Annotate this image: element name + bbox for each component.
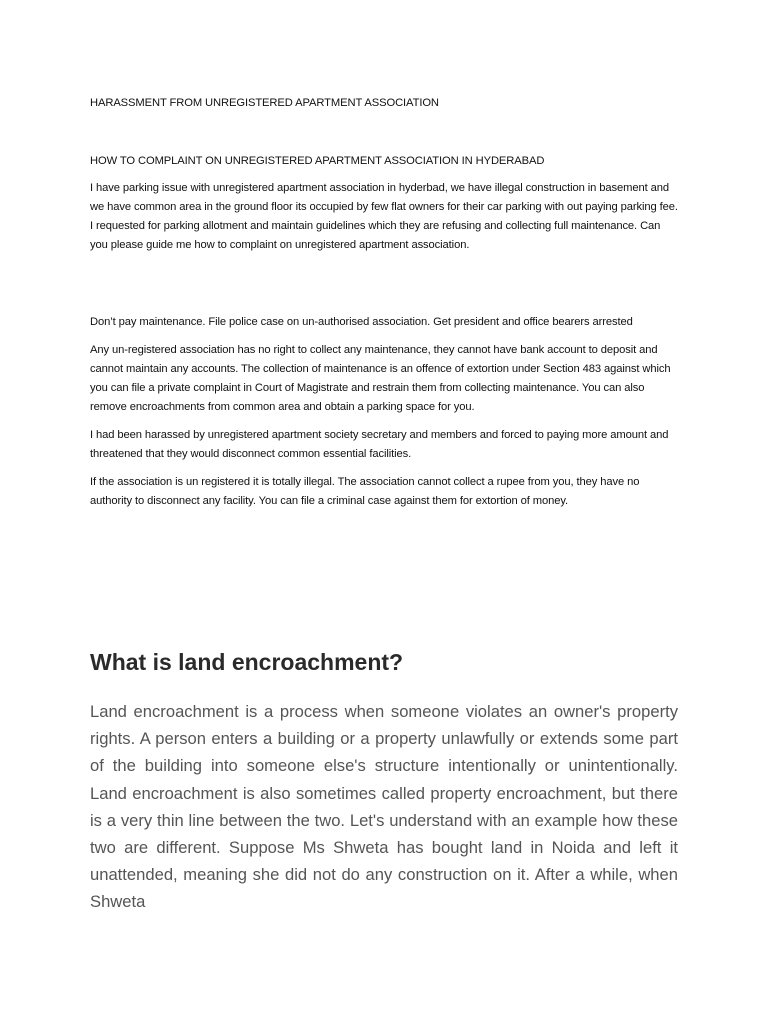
section-body: Land encroachment is a process when someone violates an owner's property rights. A person enters a building or a property unlawfully or extends some part of the building into someone else's structure intentionally or unintentionally. Land encroachment is also sometimes called property encroachment, but there is a very thin line between the two. Let's understand with an example how these two are different. Suppose Ms Shweta has bought land in Noida and left it unattended, meaning she did not do any construction on it. After a while, when Shweta (90, 702, 678, 912)
answer-paragraph: Any un-registered association has no right to collect any maintenance, they cannot have bank account to deposit and cannot maintain any accounts. The collection of maintenance is an offence of extortion under Section 483 against which you can file a private complaint in Court of Magistrate and restrain them from collecting maintenance. You can also remove encroachments from common area and obtain a parking space for you. (90, 344, 671, 413)
document-heading: HARASSMENT FROM UNREGISTERED APARTMENT ASSOCIATION (90, 97, 439, 109)
question-heading: HOW TO COMPLAINT ON UNREGISTERED APARTMENT ASSOCIATION IN HYDERABAD (90, 155, 545, 167)
answer-paragraph: I had been harassed by unregistered apartment society secretary and members and forced to paying more amount and threatened that they would disconnect common essential facilities. (90, 429, 669, 460)
section-title: What is land encroachment? (90, 649, 404, 675)
question-paragraph: I have parking issue with unregistered apartment association in hyderbad, we have illegal construction in basement and we have common area in the ground floor its occupied by few flat owners for their car parking with out paying parking fee. I requested for parking allotment and maintain guidelines which they are refusing and collecting full maintenance. Can you please guide me how to complaint on unregistered apartment association. (90, 182, 678, 251)
answer-paragraph: If the association is un registered it is totally illegal. The association cannot collect a rupee from you, they have no authority to disconnect any facility. You can file a criminal case against them for extortion of money. (90, 476, 640, 507)
answer-paragraph: Don’t pay maintenance. File police case on un-authorised association. Get president and office bearers arrested (90, 316, 633, 328)
answers-section (90, 313, 680, 520)
